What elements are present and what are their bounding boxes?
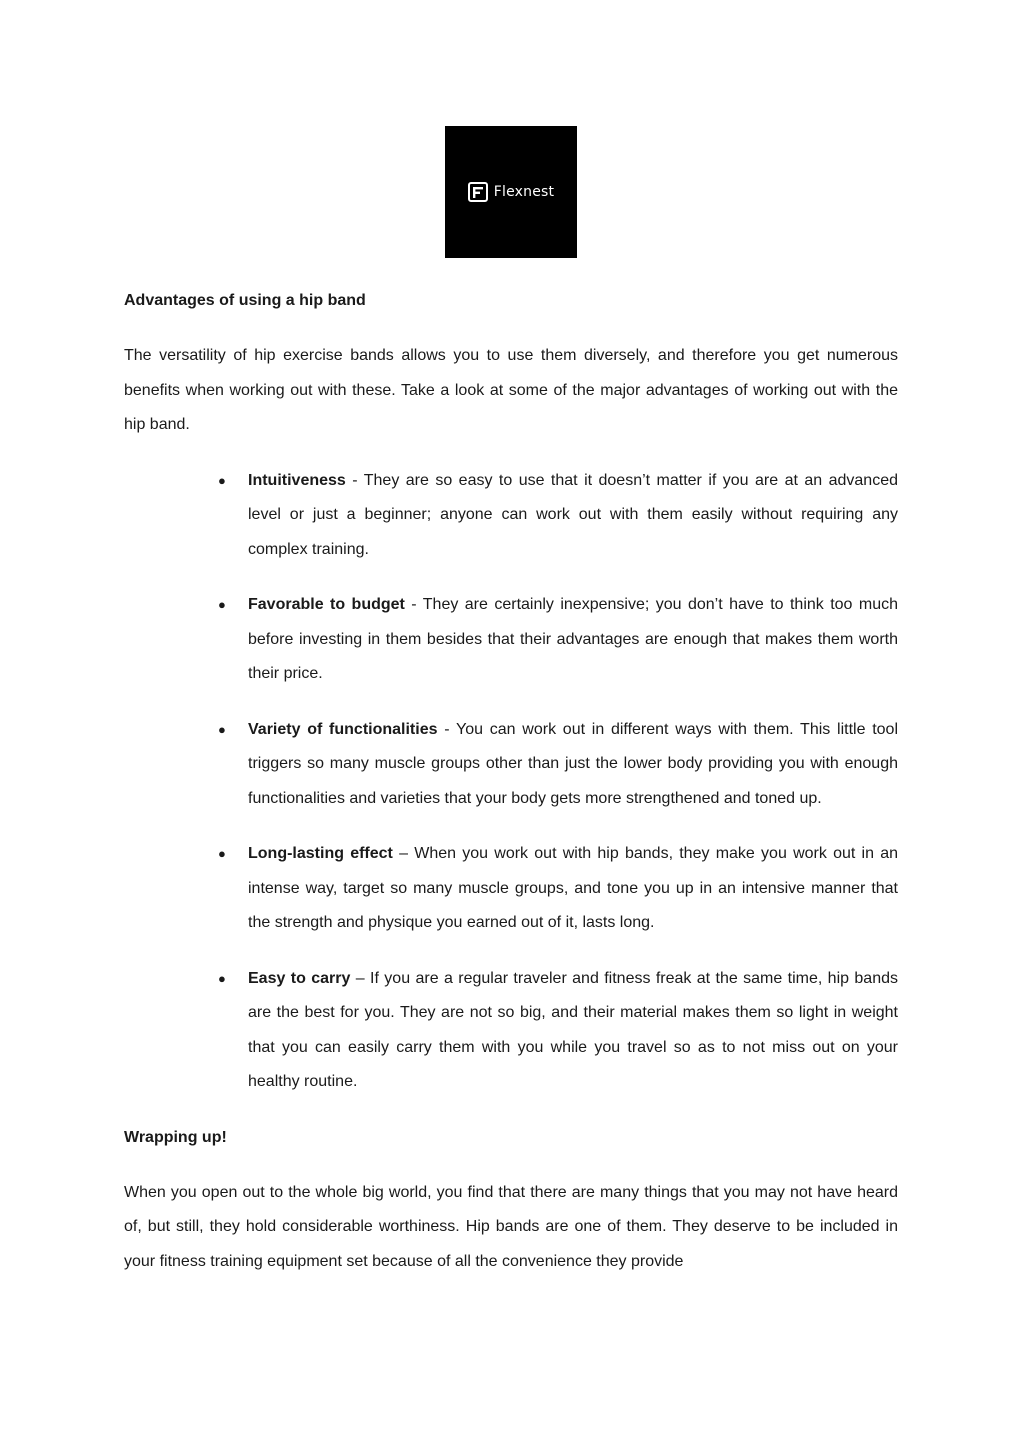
bullet-term: Favorable to budget	[248, 596, 405, 613]
bullet-text: If you are a regular traveler and fitness freak at the same time, hip bands are the best for you. They are not so big, and their material makes them so light in weight that you can easily carry them with you while you travel so as to not miss out on your healthy routine.	[248, 969, 898, 1090]
bullet-text: When you work out with hip bands, they make you work out in an intense way, target so many muscle groups, and tone you up in an intensive manner that the strength and physique you earned out of it, lasts long.	[248, 845, 899, 931]
advantages-list	[124, 464, 898, 1100]
bullet-text: They are so easy to use that it doesn’t matter if you are at an advanced level or just a beginner; anyone can work out with them easily without requiring any complex training.	[248, 471, 898, 558]
article-content	[124, 284, 898, 1300]
list-item	[218, 588, 898, 692]
intro-paragraph: The versatility of hip exercise bands allows you to use them diversely, and therefore you get numerous benefits when working out with these. Take a look at some of the major advantages of working out with the hip band.	[124, 347, 898, 433]
bullet-separator: -	[345, 471, 364, 489]
list-item	[218, 962, 898, 1100]
bullet-text: You can work out in different ways with them. This little tool triggers so many muscle groups other than just the lower body providing you with enough functionalities and varieties that your body gets more strengthened and toned up.	[248, 720, 898, 807]
conclusion-paragraph: When you open out to the whole big world, you find that there are many things that you may not have heard of, but still, they hold considerable worthiness. Hip bands are one of them. They deserve to be included in your fitness training equipment set because of all the convenience they provide	[124, 1183, 898, 1270]
bullet-icon: ●	[218, 970, 226, 986]
bullet-term: Easy to carry	[248, 969, 351, 987]
section-heading-wrapping-up: Wrapping up!	[124, 1128, 227, 1146]
bullet-icon: ●	[218, 846, 226, 861]
bullet-term: Variety of functionalities	[248, 720, 438, 738]
bullet-separator: –	[350, 969, 371, 987]
list-item	[218, 464, 898, 568]
bullet-term: Long-lasting effect	[248, 845, 393, 862]
bullet-icon: ●	[218, 721, 226, 737]
bullet-separator: –	[392, 845, 415, 862]
bullet-icon: ●	[218, 472, 226, 488]
bullet-separator: -	[437, 720, 457, 738]
bullet-text: They are certainly inexpensive; you don’t have to think too much before investing in them besides that their advantages are enough that makes them worth their price.	[248, 596, 898, 682]
bullet-term: Intuitiveness	[248, 471, 346, 489]
list-item	[218, 713, 898, 817]
section-heading-advantages: Advantages of using a hip band	[124, 292, 366, 309]
flexnest-logo-icon	[468, 182, 488, 202]
bullet-separator: -	[404, 596, 423, 613]
flexnest-logo	[445, 126, 577, 258]
logo-inner	[468, 182, 554, 202]
list-item	[218, 837, 899, 941]
bullet-icon: ●	[218, 597, 226, 612]
logo-text: Flexnest	[493, 184, 555, 200]
